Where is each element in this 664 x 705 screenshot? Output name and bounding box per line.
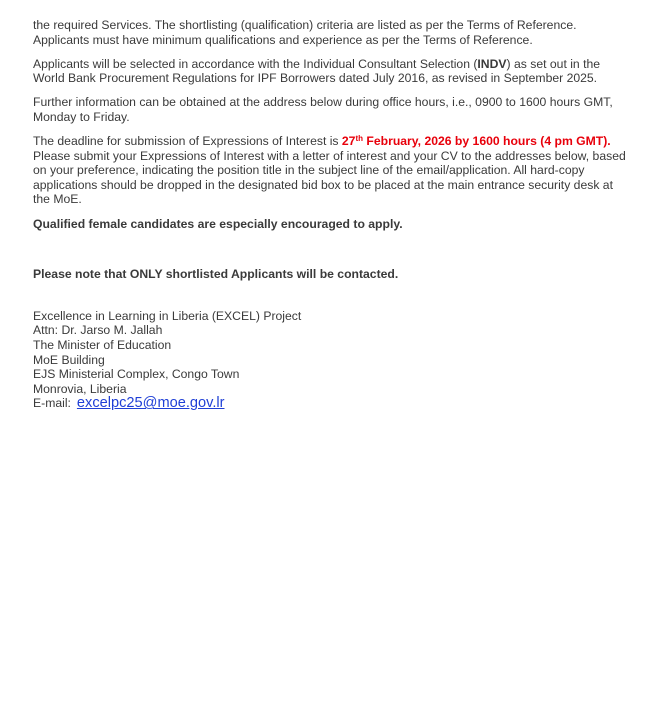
contact-address-block: [33, 309, 633, 411]
address-complex: EJS Ministerial Complex, Congo Town: [33, 367, 240, 382]
office-hours-paragraph: Further information can be obtained at the address below during office hours, i.e., 0900 to 1600 hours GMT, Monday to Friday.: [33, 95, 613, 124]
address-attention: Attn: Dr. Jarso M. Jallah: [33, 323, 163, 338]
document-body: [33, 18, 633, 411]
deadline-date: [342, 134, 611, 148]
shortlist-notice: Please note that ONLY shortlisted Applicants will be contacted.: [33, 266, 399, 281]
deadline-date-rest: February, 2026 by 1600 hours (4 pm GMT).: [363, 134, 611, 149]
submission-instructions: Please submit your Expressions of Interest with a letter of interest and your CV to the addresses below, based on your preference, indicating the position title in the subject line of the email/application. All hard-copy applications should be dropped in the designated bid box to be placed at the main entrance security desk at the MoE.: [33, 148, 626, 207]
deadline-day: 27: [341, 134, 356, 149]
email-row: [33, 396, 633, 411]
deadline-intro: The deadline for submission of Expressions of Interest is: [33, 134, 342, 149]
email-label: E-mail:: [33, 396, 71, 411]
address-city: Monrovia, Liberia: [33, 381, 127, 396]
criteria-paragraph: the required Services. The shortlisting (qualification) criteria are listed as per the Terms of Reference. Applicants must have minimum qualifications and experience as per the Terms of Reference.: [33, 18, 577, 47]
deadline-day-suffix: th: [355, 134, 364, 144]
address-project-name: Excellence in Learning in Liberia (EXCEL) Project: [33, 308, 302, 323]
selection-text-start: Applicants will be selected in accordance with the Individual Consultant Selection (: [33, 56, 478, 71]
selection-text-end: ) as set out in the World Bank Procurement Regulations for IPF Borrowers dated July 2016, as revised in September 2025.: [33, 56, 601, 86]
spacer: [33, 241, 633, 267]
spacer: [33, 291, 633, 309]
selection-paragraph: [33, 57, 633, 86]
address-building: MoE Building: [33, 352, 105, 367]
deadline-paragraph: [33, 134, 633, 207]
address-title: The Minister of Education: [33, 337, 172, 352]
email-link[interactable]: excelpc25@moe.gov.lr: [76, 395, 225, 412]
selection-method-code: INDV: [477, 56, 507, 71]
female-encouragement-note: Qualified female candidates are especially encouraged to apply.: [33, 216, 403, 231]
